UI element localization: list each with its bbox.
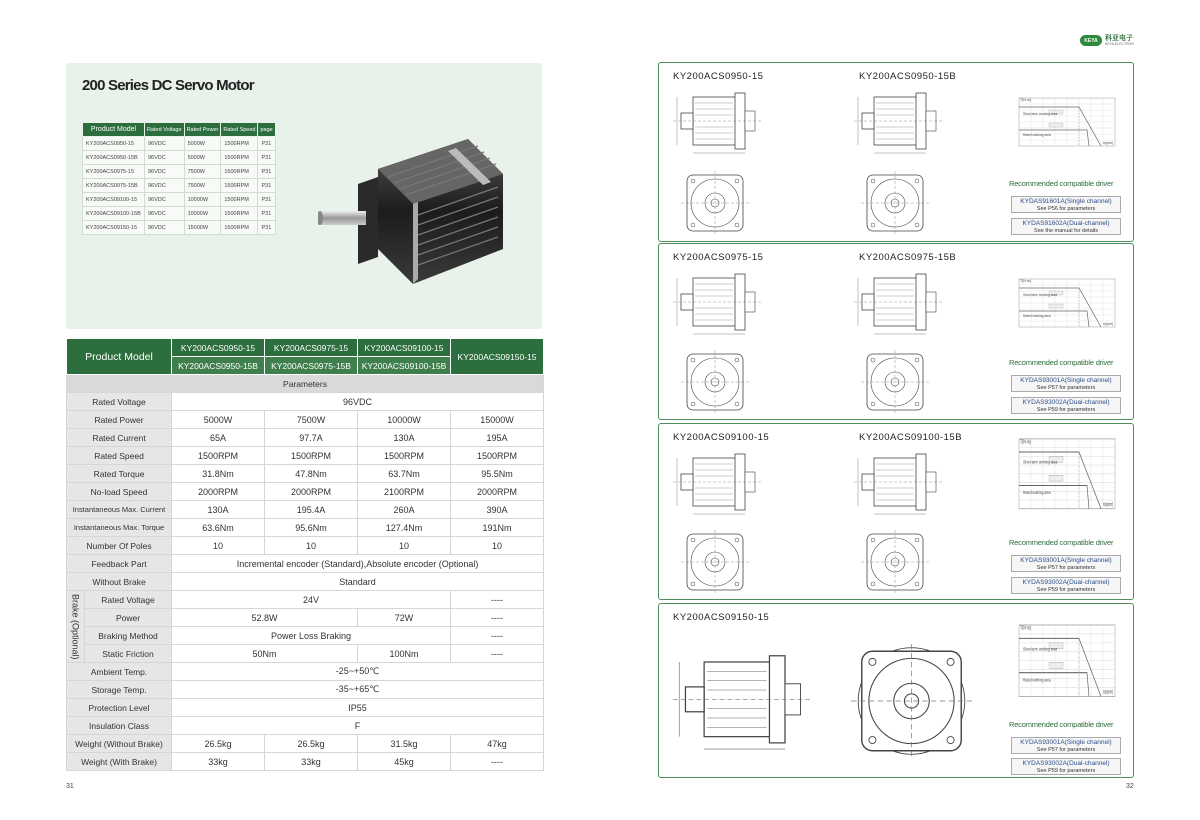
table-row xyxy=(67,429,544,447)
driver-name: KYDAS93002A(Dual-channel) xyxy=(1022,760,1110,767)
cell: 31.8Nm xyxy=(172,465,265,483)
model-header: KY200ACS0950-15B xyxy=(172,357,265,375)
front-view-drawing xyxy=(677,171,757,237)
torque-speed-chart xyxy=(1009,96,1119,151)
cell: 72W xyxy=(358,609,451,627)
front-view-drawing xyxy=(857,530,937,596)
model-header: KY200ACS0950-15 xyxy=(172,339,265,357)
cell: 45kg xyxy=(358,753,451,771)
table-row xyxy=(83,151,276,165)
model-header: KY200ACS0975-15 xyxy=(265,339,358,357)
cell: 96VDC xyxy=(145,151,185,165)
chart-x-label: n(rpm) xyxy=(1103,322,1114,326)
cell: IP55 xyxy=(172,699,544,717)
table-row xyxy=(83,137,276,151)
table-row xyxy=(67,573,544,591)
model-summary-table xyxy=(82,122,276,235)
header-rated-voltage: Rated Voltage xyxy=(145,123,185,137)
cell: 2100RPM xyxy=(358,483,451,501)
row-label: Static Friction xyxy=(85,645,172,663)
cell: 95.5Nm xyxy=(451,465,544,483)
cell: 260A xyxy=(358,501,451,519)
cell: KY200ACS09100-15B xyxy=(83,207,145,221)
driver-note: See P59 for parameters xyxy=(1036,768,1096,774)
table-row xyxy=(83,207,276,221)
cell: 33kg xyxy=(172,753,265,771)
model-title: KY200ACS09100-15 xyxy=(673,432,770,443)
chart-y-label: T(N·m) xyxy=(1020,438,1032,445)
chart-area-label: Rated working area xyxy=(1023,314,1051,318)
cell: ---- xyxy=(451,591,544,609)
chart-x-label: n(rpm) xyxy=(1103,141,1114,145)
table-row xyxy=(67,537,544,555)
cell: 1500RPM xyxy=(358,447,451,465)
cell: Incremental encoder (Standard),Absolute encoder (Optional) xyxy=(172,555,544,573)
row-label: Feedback Part xyxy=(67,555,172,573)
model-title: KY200ACS0950-15 xyxy=(673,71,764,82)
driver-note: See P57 for parameters xyxy=(1036,385,1096,391)
row-label: Protection Level xyxy=(67,699,172,717)
table-row xyxy=(67,411,544,429)
row-label: Number Of Poles xyxy=(67,537,172,555)
cell: 33kg xyxy=(265,753,358,771)
cell: 10 xyxy=(451,537,544,555)
page-number: 32 xyxy=(1126,783,1134,790)
table-row xyxy=(67,609,544,627)
driver-box xyxy=(1011,397,1121,414)
row-label: Weight (With Brake) xyxy=(67,753,172,771)
chart-x-label: n(rpm) xyxy=(1103,688,1114,695)
row-label: Weight (Without Brake) xyxy=(67,735,172,753)
cell: 10000W xyxy=(358,411,451,429)
model-title: KY200ACS09150-15 xyxy=(673,612,770,623)
row-label: Braking Method xyxy=(85,627,172,645)
cell: 15000W xyxy=(184,221,221,235)
cell: 10 xyxy=(265,537,358,555)
cell: KY200ACS0975-15B xyxy=(83,179,145,193)
page-number: 31 xyxy=(66,783,74,790)
side-view-drawing xyxy=(673,450,763,520)
cell: 10 xyxy=(358,537,451,555)
side-view-drawing xyxy=(673,270,763,340)
cell: P31 xyxy=(258,193,275,207)
table-row xyxy=(67,393,544,411)
cell: 191Nm xyxy=(451,519,544,537)
cell: 10000W xyxy=(184,193,221,207)
cell: P31 xyxy=(258,207,275,221)
product-hero xyxy=(66,63,542,329)
row-label: Rated Power xyxy=(67,411,172,429)
driver-note: See P59 for parameters xyxy=(1036,407,1096,413)
cell: 195.4A xyxy=(265,501,358,519)
cell: 390A xyxy=(451,501,544,519)
table-row xyxy=(67,555,544,573)
parameters-header: Parameters xyxy=(67,375,544,393)
chart-area-label: Short-term working area xyxy=(1023,293,1058,297)
cell: 195A xyxy=(451,429,544,447)
model-header: KY200ACS09150-15 xyxy=(451,339,544,375)
cell: KY200ACS09100-15 xyxy=(83,193,145,207)
cell: 1500RPM xyxy=(221,221,258,235)
cell: -25~+50℃ xyxy=(172,663,544,681)
header-rated-power: Rated Power xyxy=(184,123,221,137)
cell: 1500RPM xyxy=(221,137,258,151)
cell: 7500W xyxy=(265,411,358,429)
driver-name: KYDAS91602A(Dual-channel) xyxy=(1022,220,1110,227)
recommended-driver-label: Recommended compatible driver xyxy=(1009,358,1114,367)
table-row xyxy=(67,645,544,663)
cell: ---- xyxy=(451,753,544,771)
product-model-header: Product Model xyxy=(67,339,172,375)
driver-name: KYDAS91601A(Single channel) xyxy=(1020,198,1112,205)
table-row xyxy=(67,753,544,771)
page-title: 200 Series DC Servo Motor xyxy=(82,77,254,94)
logo-subtext: KEYA ELECTRON xyxy=(1105,42,1134,46)
cell: 100Nm xyxy=(358,645,451,663)
model-title: KY200ACS0975-15B xyxy=(859,252,957,263)
cell: 52.8W xyxy=(172,609,358,627)
cell: P31 xyxy=(258,165,275,179)
cell: 7500W xyxy=(184,179,221,193)
chart-y-label: T(N·m) xyxy=(1020,98,1032,102)
driver-box xyxy=(1011,555,1121,572)
front-view-drawing xyxy=(844,636,979,766)
cell: 1500RPM xyxy=(221,151,258,165)
cell: 97.7A xyxy=(265,429,358,447)
recommended-driver-label: Recommended compatible driver xyxy=(1009,179,1114,188)
chart-area-label: Short-term working area xyxy=(1023,458,1058,465)
cell: 7500W xyxy=(184,165,221,179)
row-label: Rated Voltage xyxy=(67,393,172,411)
motor-card xyxy=(658,603,1134,778)
cell: 15000W xyxy=(451,411,544,429)
cell: 63.7Nm xyxy=(358,465,451,483)
driver-note: See P56 for parameters xyxy=(1036,206,1096,212)
cell: KY200ACS0950-15 xyxy=(83,137,145,151)
cell: 10 xyxy=(172,537,265,555)
table-row xyxy=(67,663,544,681)
row-label: Without Brake xyxy=(67,573,172,591)
cell: 1500RPM xyxy=(265,447,358,465)
model-header: KY200ACS0975-15B xyxy=(265,357,358,375)
cell: P31 xyxy=(258,179,275,193)
front-view-drawing xyxy=(857,171,937,237)
cell: 5000W xyxy=(172,411,265,429)
cell: 96VDC xyxy=(145,221,185,235)
motor-card xyxy=(658,62,1134,242)
table-row xyxy=(67,483,544,501)
driver-name: KYDAS93001A(Single channel) xyxy=(1020,377,1112,384)
cell: -35~+65℃ xyxy=(172,681,544,699)
model-header: KY200ACS09100-15B xyxy=(358,357,451,375)
cell: 96VDC xyxy=(145,193,185,207)
table-row xyxy=(67,591,544,609)
cell: P31 xyxy=(258,137,275,151)
cell: 1500RPM xyxy=(221,179,258,193)
table-row xyxy=(67,447,544,465)
driver-name: KYDAS93002A(Dual-channel) xyxy=(1022,579,1110,586)
driver-note: See P57 for parameters xyxy=(1036,747,1096,753)
table-row xyxy=(67,519,544,537)
brand-logo xyxy=(1080,35,1134,46)
cell: ---- xyxy=(451,627,544,645)
model-title: KY200ACS0975-15 xyxy=(673,252,764,263)
side-view-drawing xyxy=(854,450,944,520)
torque-speed-chart xyxy=(1009,436,1119,516)
cell: 130A xyxy=(172,501,265,519)
driver-box xyxy=(1011,375,1121,392)
model-header: KY200ACS09100-15 xyxy=(358,339,451,357)
row-label: Power xyxy=(85,609,172,627)
cell: P31 xyxy=(258,151,275,165)
chart-x-label: n(rpm) xyxy=(1103,501,1114,507)
cell: 65A xyxy=(172,429,265,447)
table-row xyxy=(67,735,544,753)
cell: 5000W xyxy=(184,151,221,165)
chart-area-label: Short-term working area xyxy=(1023,645,1058,652)
logo-badge: KEYA xyxy=(1080,35,1102,46)
row-label: Rated Current xyxy=(67,429,172,447)
cell: 1500RPM xyxy=(172,447,265,465)
cell: 1500RPM xyxy=(451,447,544,465)
cell: 127.4Nm xyxy=(358,519,451,537)
cell: 26.5kg xyxy=(172,735,265,753)
torque-speed-chart xyxy=(1009,622,1119,704)
chart-area-label: Rated working area xyxy=(1023,133,1051,137)
cell: 96VDC xyxy=(145,165,185,179)
cell: 96VDC xyxy=(145,179,185,193)
header-product-model: Product Model xyxy=(83,123,145,137)
row-label: No-load Speed xyxy=(67,483,172,501)
table-row xyxy=(83,179,276,193)
table-row xyxy=(67,681,544,699)
cell: 2000RPM xyxy=(265,483,358,501)
driver-name: KYDAS93001A(Single channel) xyxy=(1020,739,1112,746)
motor-card xyxy=(658,423,1134,600)
cell: F xyxy=(172,717,544,735)
recommended-driver-label: Recommended compatible driver xyxy=(1009,720,1114,729)
driver-box xyxy=(1011,218,1121,235)
header-page: page xyxy=(258,123,275,137)
driver-box xyxy=(1011,737,1121,754)
row-label: Ambient Temp. xyxy=(67,663,172,681)
cell: ---- xyxy=(451,609,544,627)
cell: 1500RPM xyxy=(221,165,258,179)
cell: ---- xyxy=(451,645,544,663)
table-row xyxy=(67,501,544,519)
cell: KY200ACS0950-15B xyxy=(83,151,145,165)
spec-table xyxy=(66,338,544,771)
driver-note: See the manual for details xyxy=(1034,228,1098,234)
brake-group-label: Brake (Optional) xyxy=(67,591,85,663)
cell: Power Loss Braking xyxy=(172,627,451,645)
driver-note: See P57 for parameters xyxy=(1036,565,1096,571)
cell: 47.8Nm xyxy=(265,465,358,483)
driver-note: See P59 for parameters xyxy=(1036,587,1096,593)
driver-box xyxy=(1011,196,1121,213)
driver-box xyxy=(1011,577,1121,594)
cell: 1500RPM xyxy=(221,207,258,221)
side-view-drawing xyxy=(673,644,813,764)
row-label: Rated Voltage xyxy=(85,591,172,609)
motor-card xyxy=(658,243,1134,420)
cell: 50Nm xyxy=(172,645,358,663)
cell: 2000RPM xyxy=(451,483,544,501)
chart-area-label: Short-term working area xyxy=(1023,112,1058,116)
cell: Standard xyxy=(172,573,544,591)
cell: 130A xyxy=(358,429,451,447)
cell: 47kg xyxy=(451,735,544,753)
header-rated-speed: Rated Speed xyxy=(221,123,258,137)
cell: P31 xyxy=(258,221,275,235)
table-row xyxy=(67,465,544,483)
model-title: KY200ACS09100-15B xyxy=(859,432,963,443)
side-view-drawing xyxy=(673,89,763,159)
cell: 63.6Nm xyxy=(172,519,265,537)
chart-area-label: Rated working area xyxy=(1023,676,1051,683)
row-label: Insulation Class xyxy=(67,717,172,735)
cell: KY200ACS09150-15 xyxy=(83,221,145,235)
cell: 31.5kg xyxy=(358,735,451,753)
front-view-drawing xyxy=(677,350,757,416)
cell: 5000W xyxy=(184,137,221,151)
row-label: Instantaneous Max. Current xyxy=(67,501,172,519)
row-label: Rated Speed xyxy=(67,447,172,465)
chart-y-label: T(N·m) xyxy=(1020,624,1032,631)
row-label: Instantaneous Max. Torque xyxy=(67,519,172,537)
front-view-drawing xyxy=(857,350,937,416)
row-label: Rated Torque xyxy=(67,465,172,483)
side-view-drawing xyxy=(854,270,944,340)
row-label: Storage Temp. xyxy=(67,681,172,699)
table-row xyxy=(67,699,544,717)
cell: 10000W xyxy=(184,207,221,221)
driver-name: KYDAS93001A(Single channel) xyxy=(1020,557,1112,564)
cell: 96VDC xyxy=(145,207,185,221)
servo-motor-image xyxy=(318,129,518,309)
cell: 26.5kg xyxy=(265,735,358,753)
table-row xyxy=(83,165,276,179)
table-row xyxy=(67,717,544,735)
model-title: KY200ACS0950-15B xyxy=(859,71,957,82)
cell: 2000RPM xyxy=(172,483,265,501)
cell: 1500RPM xyxy=(221,193,258,207)
table-row xyxy=(83,193,276,207)
chart-area-label: Rated working area xyxy=(1023,489,1051,496)
front-view-drawing xyxy=(677,530,757,596)
cell: 95.6Nm xyxy=(265,519,358,537)
side-view-drawing xyxy=(854,89,944,159)
chart-y-label: T(N·m) xyxy=(1020,279,1032,283)
cell: 24V xyxy=(172,591,451,609)
torque-speed-chart xyxy=(1009,277,1119,332)
table-row xyxy=(67,627,544,645)
logo-text: 科亚电子 xyxy=(1105,35,1133,42)
table-row xyxy=(83,221,276,235)
recommended-driver-label: Recommended compatible driver xyxy=(1009,538,1114,547)
driver-box xyxy=(1011,758,1121,775)
cell: KY200ACS0975-15 xyxy=(83,165,145,179)
cell: 96VDC xyxy=(145,137,185,151)
driver-name: KYDAS93002A(Dual-channel) xyxy=(1022,399,1110,406)
cell: 96VDC xyxy=(172,393,544,411)
